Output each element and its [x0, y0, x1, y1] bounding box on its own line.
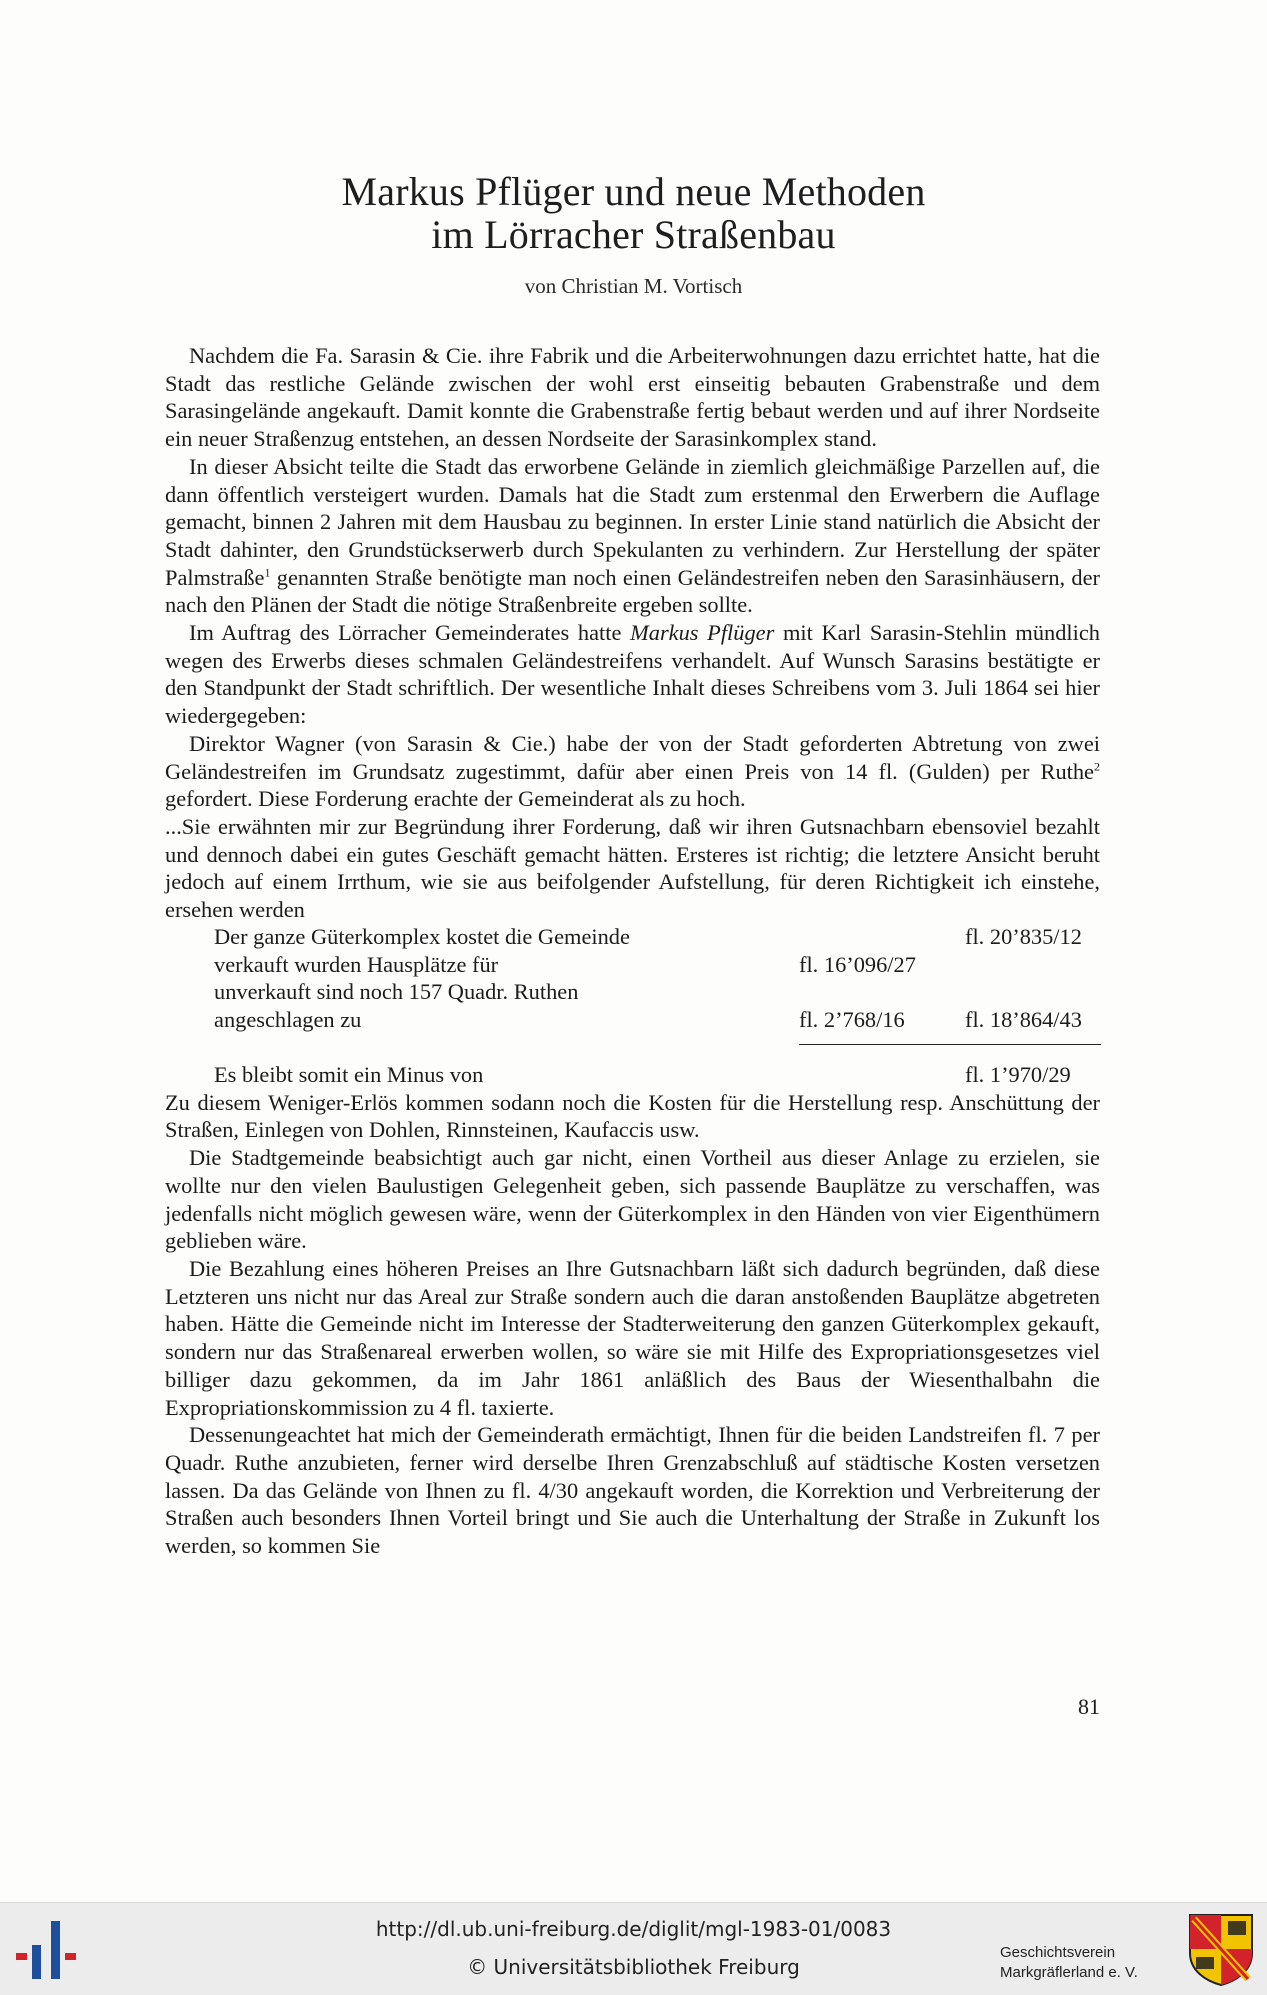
minus-row [165, 1061, 1100, 1089]
paragraph-2-text-a: In dieser Absicht teilte die Stadt das erworbene Gelände in ziemlich gleichmäßige Parzellen auf, die dann öffentlich versteigert wurden. Damals hat die Stadt zum erstenmal den Erwerbern die Auflage gemacht, binnen 2 Jahren mit dem Hausbau zu beginnen. In erster Linie stand natürlich die Absicht der Stadt dahinter, den Grundstückserwerb durch Spekulanten zu verhindern. Zur Herstellung der später Palmstraße [165, 453, 1100, 590]
quote-paragraph-6: Dessenungeachtet hat mich der Gemeinderath ermächtigt, Ihnen für die beiden Landstreifen fl. 7 per Quadr. Ruthe anzubieten, ferner wird derselbe Ihren Grenzabschluß auf städtische Kosten versetzen lassen. Da das Gelände von Ihnen zu fl. 4/30 angekauft worden, die Korrektion und Verbreiterung der Straßen auch besonders Ihnen Vorteil bringt und Sie auch die Unterhaltung der Straße in Zukunft los werden, so kommen Sie [165, 1422, 1100, 1559]
paragraph-1: Nachdem die Fa. Sarasin & Cie. ihre Fabrik und die Arbeiterwohnungen dazu errichtet hatte, hat die Stadt das restliche Gelände zwischen der wohl erst einseitig bebauten Grabenstraße und dem Sarasingelände angekauft. Damit konnte die Grabenstraße fertig bebaut werden und auf ihrer Nordseite ein neuer Straßenzug entstehen, an dessen Nordseite der Sarasinkomplex stand. [165, 343, 1100, 452]
article-title-line1: Markus Pflüger und neue Methoden [341, 169, 926, 214]
paragraph-2 [165, 453, 1100, 619]
quote-paragraph-2: ...Sie erwähnten mir zur Begründung ihrer Forderung, daß wir ihren Gutsnachbarn ebensoviel bezahlt und dennoch dabei ein gutes Geschäft gemacht hätten. Ersteres ist richtig; die letztere Ansicht beruht jedoch auf einem Irrthum, wie sie aus beifolgender Aufstellung, für deren Richtigkeit ich einstehe, ersehen werden [165, 813, 1100, 923]
article-title-line2: im Lörracher Straßenbau [431, 212, 836, 257]
person-name-emphasis: Markus Pflüger [630, 620, 775, 646]
table-row-label: Der ganze Güterkomplex kostet die Gemeinde [214, 923, 630, 949]
page-number: 81 [1078, 1694, 1100, 1719]
paragraph-3-text-b: mit Karl Sarasin-Stehlin mündlich wegen des Erwerbs dieses schmalen Geländestreifens verhandelt. Auf Wunsch Sarasins bestätigte er den Standpunkt der Stadt schriftlich. Der wesentliche Inhalt dieses Schreibens vom 3. Juli 1864 sei hier wiedergegeben: [165, 620, 1100, 729]
quote-paragraph-1 [165, 730, 1100, 813]
table-row-value: fl. 18’864/43 [965, 1006, 1082, 1032]
paragraph-3-text-a: Im Auftrag des Lörracher Gemeinderates hatte [189, 620, 622, 646]
footer-bar [0, 1902, 1267, 1995]
copyright-text: © Universitätsbibliothek Freiburg [467, 1955, 800, 1979]
article-byline: von Christian M. Vortisch [524, 274, 743, 298]
quote-paragraph-5: Die Bezahlung eines höheren Preises an Ihre Gutsnachbarn läßt sich dadurch begründen, daß diese Letzteren uns nicht nur das Areal zur Straße sondern auch die daran anstoßenden Bauplätze abgetreten haben. Hätte die Gemeinde nicht im Interesse der Stadterweiterung den ganzen Güterkomplex gekauft, sondern nur das Straßenareal erwerben wollen, so wäre sie mit Hilfe des Expropriationsgesetzes viel billiger dazu gekommen, da im Jahr 1861 anläßlich des Baus der Wiesenthalbahn die Expropriationskommission zu 4 fl. taxierte. [165, 1255, 1100, 1420]
table-row-label: unverkauft sind noch 157 Quadr. Ruthen [214, 978, 579, 1004]
footnote-mark-1: 1 [264, 565, 271, 580]
paragraph-3 [165, 619, 1100, 730]
quote-paragraph-3: Zu diesem Weniger-Erlös kommen sodann noch die Kosten für die Herstellung resp. Anschüttung der Straßen, Einlegen von Dohlen, Rinnsteinen, Kaufaccis usw. [165, 1089, 1100, 1143]
quote-1-text-b: gefordert. Diese Forderung erachte der Gemeinderat als zu hoch. [165, 786, 746, 812]
paragraph-2-text-b: genannten Straße benötigte man noch einen Geländestreifen neben den Sarasinhäusern, der nach den Plänen der Stadt die nötige Straßenbreite ergeben sollte. [165, 564, 1100, 618]
article-body [165, 342, 1100, 1560]
quote-paragraph-4: Die Stadtgemeinde beabsichtigt auch gar nicht, einen Vortheil aus dieser Anlage zu erzielen, sie wollte nur den vielen Baulustigen Gelegenheit geben, sich passende Bauplätze zu verschaffen, was jedenfalls nicht möglich gewesen wäre, wenn der Güterkomplex in den Händen von vier Eigenthümern geblieben wäre. [165, 1145, 1100, 1254]
markgraeflerland-crest-icon[interactable] [1188, 1913, 1254, 1987]
table-row-value: fl. 20’835/12 [965, 923, 1082, 949]
minus-value: fl. 1’970/29 [965, 1061, 1071, 1087]
sum-rule [799, 1044, 1101, 1045]
table-row-label: angeschlagen zu [214, 1006, 362, 1032]
footnote-mark-2: 2 [1094, 759, 1100, 774]
table-row-label: verkauft wurden Hausplätze für [214, 951, 499, 977]
source-url-link[interactable]: http://dl.ub.uni-freiburg.de/diglit/mgl-1983-01/0083 [375, 1917, 892, 1941]
table-row-value: fl. 2’768/16 [799, 1006, 905, 1032]
society-name [1000, 1943, 1190, 1983]
quote-1-text-a: Direktor Wagner (von Sarasin & Cie.) habe der von der Stadt geforderten Abtretung von zwei Geländestreifen im Grundsatz zugestimmt, dafür aber einen Preis von 14 fl. (Gulden) per Ruthe [165, 730, 1100, 784]
cost-table [165, 923, 1100, 1043]
minus-label: Es bleibt somit ein Minus von [214, 1061, 484, 1087]
table-row-value: fl. 16’096/27 [799, 951, 916, 977]
society-line1: Geschichtsverein [1000, 1944, 1116, 1961]
society-line2: Markgräflerland e. V. [1000, 1964, 1138, 1981]
